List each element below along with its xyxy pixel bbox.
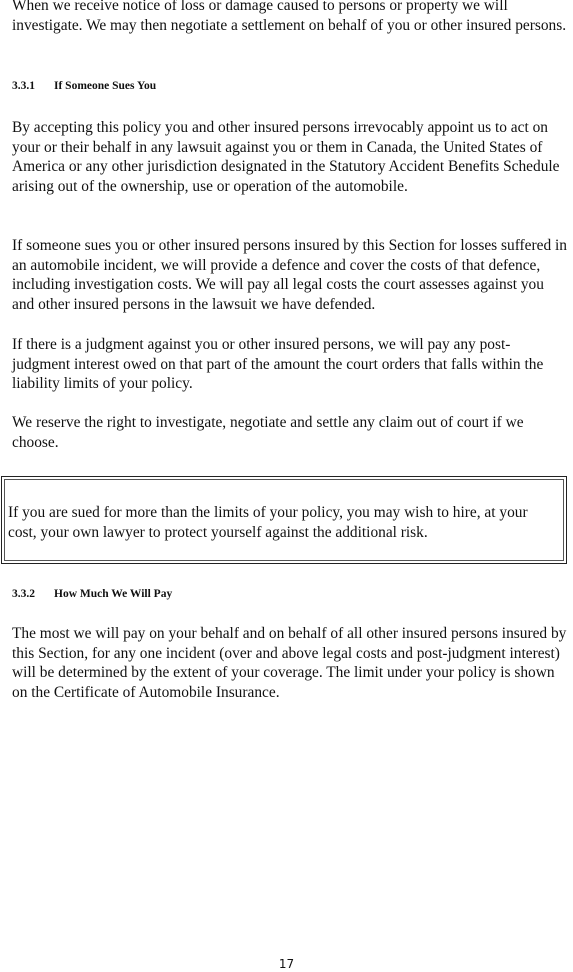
paragraph-judgment: If there is a judgment against you or other insured persons, we will pay any post-judgment interest owed on that part of the amount the court orders that falls within the liability limits of your policy. (12, 336, 544, 393)
section-number: 3.3.2 (12, 588, 35, 600)
paragraph-reserve-right: We reserve the right to investigate, negotiate and settle any claim out of court if we choose. (12, 414, 524, 451)
section-title: If Someone Sues You (54, 80, 157, 92)
notice-box (1, 476, 567, 564)
page-number: 17 (278, 957, 295, 971)
paragraph-how-much: The most we will pay on your behalf and on behalf of all other insured persons insured by this Section, for any one incident (over and above legal costs and post-judgment interest) will be determined by the extent of your coverage. The limit under your policy is shown on the Certificate of Automobile Insurance. (12, 625, 567, 701)
section-heading-3-3-1 (12, 79, 156, 93)
notice-box-text: If you are sued for more than the limits of your policy, you may wish to hire, at your cost, your own lawyer to protect yourself against the additional risk. (8, 504, 528, 541)
intro-paragraph: When we receive notice of loss or damage caused to persons or property we will investigate. We may then negotiate a settlement on behalf of you or other insured persons. (12, 0, 567, 34)
paragraph-defence: If someone sues you or other insured persons insured by this Section for losses suffered in an automobile incident, we will provide a defence and cover the costs of that defence, including investigation costs. We will pay all legal costs the court assesses against you and other insured persons in the lawsuit we have defended. (12, 237, 567, 313)
section-number: 3.3.1 (12, 80, 35, 92)
section-title: How Much We Will Pay (54, 588, 173, 600)
section-heading-3-3-2 (12, 587, 172, 601)
paragraph-appointment: By accepting this policy you and other insured persons irrevocably appoint us to act on your or their behalf in any lawsuit against you or them in Canada, the United States of America or any other jurisdiction designated in the Statutory Accident Benefits Schedule arising out of the ownership, use or operation of the automobile. (12, 119, 560, 195)
